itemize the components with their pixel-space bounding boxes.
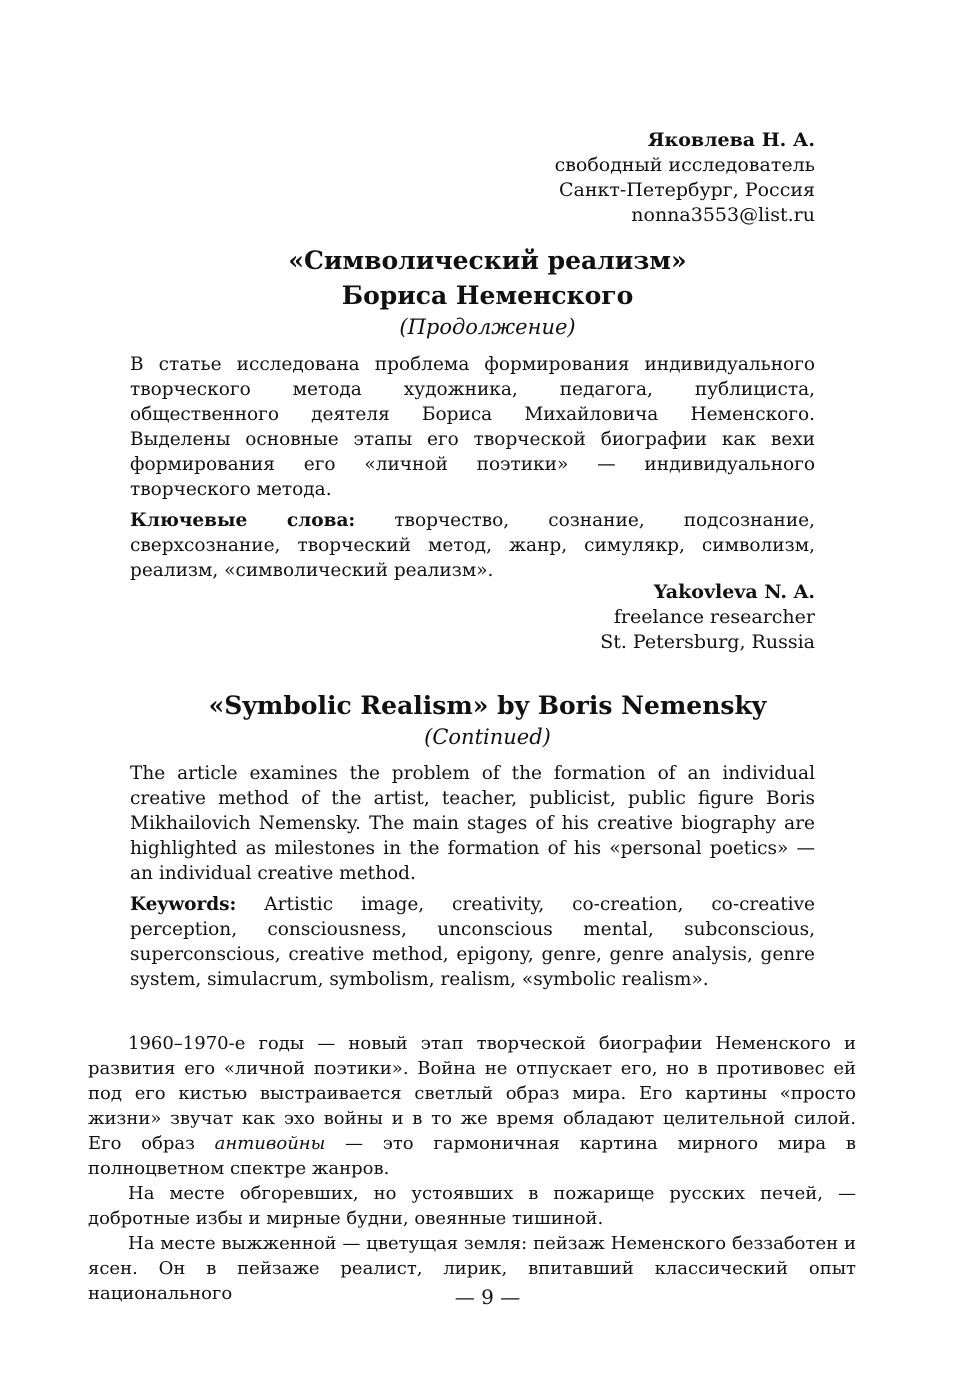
author-role-en: freelance researcher (613, 606, 815, 628)
keywords-en (130, 892, 815, 992)
body-p1-end: — это гармоничная картина мирного мира в полноцветном спектре жанров. (88, 1133, 856, 1179)
keywords-ru-text: творчество, сознание, подсознание, сверхсознание, творческий метод, жанр, симулякр, символизм, реализм, «символический реализм». (130, 510, 815, 581)
body-p1-emphasis: антивойны (214, 1133, 326, 1154)
author-place-ru: Санкт-Петербург, Россия (558, 179, 815, 201)
author-block-ru (555, 128, 815, 228)
title-en: «Symbolic Realism» by Boris Nemensky (208, 691, 767, 720)
keywords-en-text: Artistic image, creativity, co-creation, co-creative perception, consciousness, unconscious mental, subconscious, superconscious, creative method, epigony, genre, genre analysis, genre system, simulacrum, symbolism, realism, «symbolic realism». (130, 894, 815, 990)
keywords-en-label: Keywords: (130, 894, 237, 915)
abstract-en-text: The article examines the problem of the formation of an individual creative method of the artist, teacher, publicist, public figure Boris Mikhailovich Nemensky. The main stages of his creative biography are highlighted as milestones in the formation of his «personal poetics» — an individual creative method. (130, 763, 815, 884)
abstract-ru-text: В статье исследована проблема формирования индивидуального творческого метода художника, педагога, публициста, общественного деятеля Бориса Михайловича Неменского. Выделены основные этапы его творческой биографии как вехи формирования его «личной поэтики» — индивидуального творческого метода. (130, 354, 815, 500)
author-block-en (600, 580, 815, 655)
page-number: — 9 — (454, 1285, 521, 1309)
body-paragraph-1 (88, 1031, 856, 1181)
abstract-ru (130, 352, 815, 583)
title-ru-line2: Бориса Неменского (341, 281, 634, 310)
keywords-ru-label: Ключевые слова: (130, 510, 356, 531)
body-paragraph-3: На месте выжженной — цветущая земля: пейзаж Неменского беззаботен и ясен. Он в пейзаже реалист, лирик, впитавший классический опыт национального (88, 1233, 856, 1304)
author-place-en: St. Petersburg, Russia (600, 631, 815, 653)
author-name-ru: Яковлева Н. А. (647, 129, 815, 151)
author-role-ru: свободный исследователь (554, 154, 815, 176)
body-text (88, 1031, 856, 1306)
author-email: nonna3553@list.ru (631, 204, 815, 226)
body-p1-start: 1960–1970-е годы — новый этап творческой биографии Неменского и развития его «личной поэтики». Война не отпускает его, но в противовес ей под его кистью выстраивается светлый образ мира. Его картины «просто жизни» звучат как эхо войны и в то же время обладают целительной силой. Его образ (88, 1033, 856, 1154)
author-name-en: Yakovleva N. A. (653, 581, 815, 603)
title-ru-line1: «Символический реализм» (288, 246, 687, 275)
subtitle-en: (Continued) (424, 725, 551, 749)
keywords-ru (130, 508, 815, 583)
abstract-en (130, 761, 815, 992)
body-paragraph-2: На месте обгоревших, но устоявших в пожарище русских печей, — добротные избы и мирные будни, овеянные тишиной. (88, 1183, 856, 1229)
subtitle-ru: (Продолжение) (399, 315, 576, 339)
